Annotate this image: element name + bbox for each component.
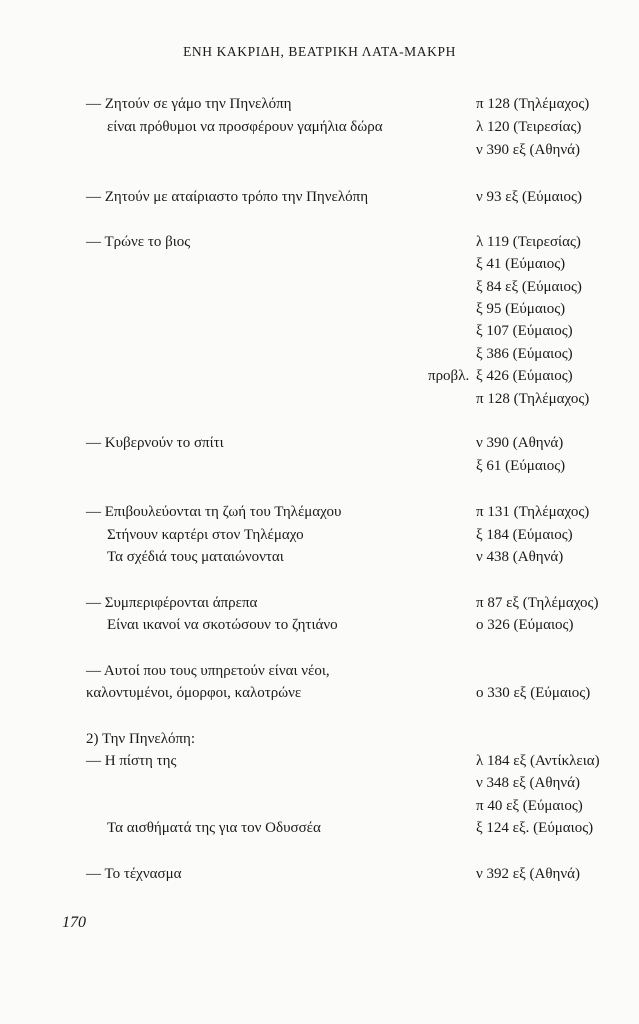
entry-text: καλοντυμένοι, όμορφοι, καλοτρώνε bbox=[86, 685, 302, 701]
reference: ν 438 (Αθηνά) bbox=[476, 549, 564, 565]
reference: ξ 61 (Εύμαιος) bbox=[476, 458, 566, 474]
entry-text: Στήνουν καρτέρι στον Τηλέμαχο bbox=[107, 527, 304, 543]
reference: ξ 84 εξ (Εύμαιος) bbox=[476, 279, 582, 295]
reference-prefix: προβλ. bbox=[428, 368, 470, 384]
reference: ξ 41 (Εύμαιος) bbox=[476, 256, 566, 272]
reference: π 40 εξ (Εύμαιος) bbox=[476, 798, 583, 814]
reference: ν 348 εξ (Αθηνά) bbox=[476, 775, 581, 791]
entry-text: — Ζητούν με αταίριαστο τρόπο την Πηνελόπη bbox=[86, 189, 369, 205]
page-number: 170 bbox=[62, 914, 86, 931]
reference: λ 184 εξ (Αντίκλεια) bbox=[476, 753, 600, 769]
entry-text: — Τρώνε το βιος bbox=[86, 234, 191, 250]
reference: ο 330 εξ (Εύμαιος) bbox=[476, 685, 591, 701]
reference: λ 120 (Τειρεσίας) bbox=[476, 119, 582, 135]
reference: ξ 95 (Εύμαιος) bbox=[476, 301, 566, 317]
section-heading: 2) Την Πηνελόπη: bbox=[86, 731, 196, 747]
reference: ξ 184 (Εύμαιος) bbox=[476, 527, 573, 543]
entry-text: — Αυτοί που τους υπηρετούν είναι νέοι, bbox=[86, 663, 330, 679]
entry-text: είναι πρόθυμοι να προσφέρουν γαμήλια δώρα bbox=[107, 119, 383, 135]
reference: ν 390 (Αθηνά) bbox=[476, 435, 564, 451]
reference: ο 326 (Εύμαιος) bbox=[476, 617, 574, 633]
entry-text: — Κυβερνούν το σπίτι bbox=[86, 435, 224, 451]
reference: ν 93 εξ (Εύμαιος) bbox=[476, 189, 582, 205]
reference: ν 390 εξ (Αθηνά) bbox=[476, 142, 581, 158]
entry-text: Τα αισθήματά της για τον Οδυσσέα bbox=[107, 820, 321, 836]
reference: ξ 124 εξ. (Εύμαιος) bbox=[476, 820, 594, 836]
entry-text: Τα σχέδιά τους ματαιώνονται bbox=[107, 549, 284, 565]
entry-text: — Επιβουλεύονται τη ζωή του Τηλέμαχου bbox=[86, 504, 342, 520]
reference: ξ 107 (Εύμαιος) bbox=[476, 323, 573, 339]
reference: π 87 εξ (Τηλέμαχος) bbox=[476, 595, 599, 611]
reference: π 131 (Τηλέμαχος) bbox=[476, 504, 590, 520]
entry-text: Είναι ικανοί να σκοτώσουν το ζητιάνο bbox=[107, 617, 338, 633]
entry-text: — Ζητούν σε γάμο την Πηνελόπη bbox=[86, 96, 292, 112]
running-header: ΕΝΗ ΚΑΚΡΙΔΗ, ΒΕΑΤΡΙΚΗ ΛΑΤΑ-ΜΑΚΡΗ bbox=[183, 44, 456, 59]
entry-text: — Συμπεριφέρονται άπρεπα bbox=[86, 595, 258, 611]
entry-text: — Το τέχνασμα bbox=[86, 866, 182, 882]
entry-text: — Η πίστη της bbox=[86, 753, 177, 769]
reference: ξ 386 (Εύμαιος) bbox=[476, 346, 573, 362]
reference: π 128 (Τηλέμαχος) bbox=[476, 96, 590, 112]
reference: π 128 (Τηλέμαχος) bbox=[476, 391, 590, 407]
reference: ξ 426 (Εύμαιος) bbox=[476, 368, 573, 384]
reference: λ 119 (Τειρεσίας) bbox=[476, 234, 581, 250]
reference: ν 392 εξ (Αθηνά) bbox=[476, 866, 581, 882]
